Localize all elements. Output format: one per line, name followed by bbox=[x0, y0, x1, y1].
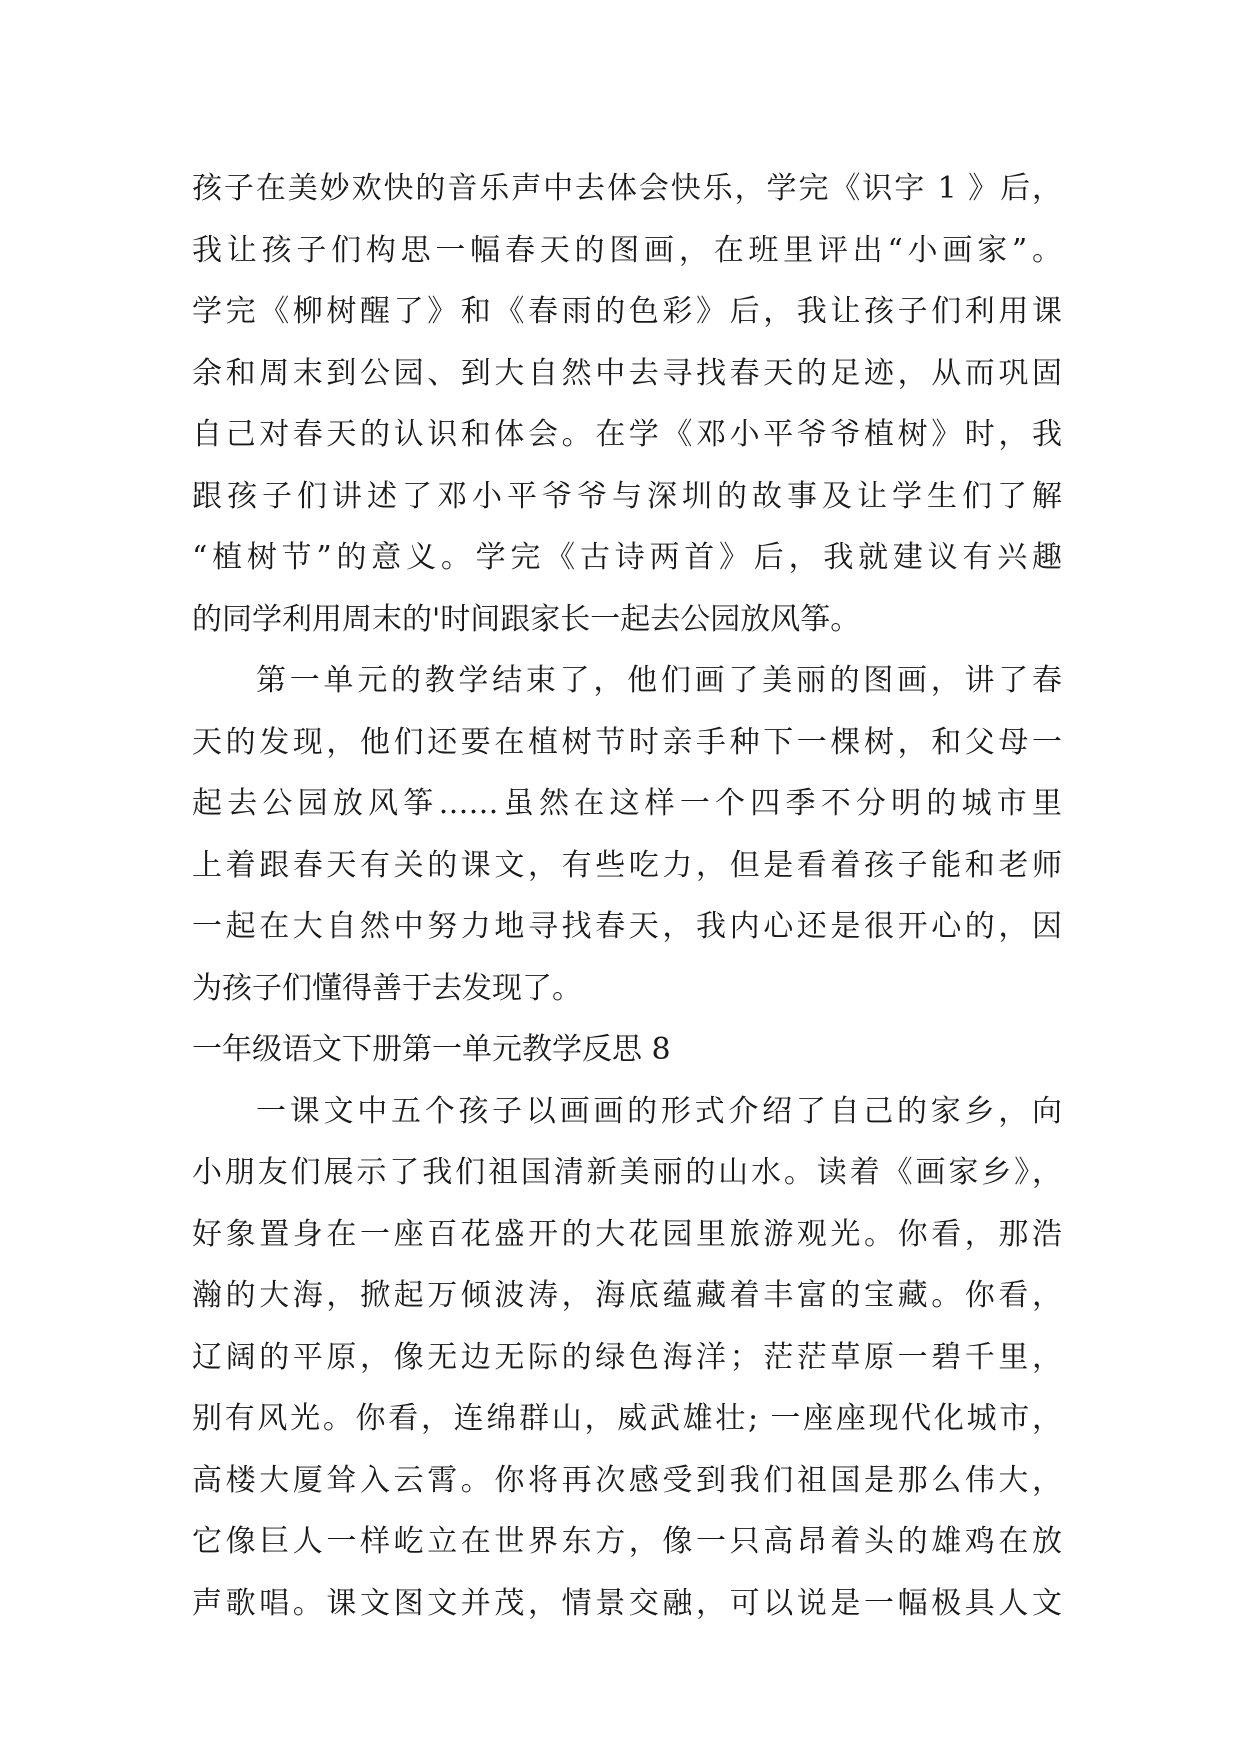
text-line: 小朋友们展示了我们祖国清新美丽的山水。读着《画家乡》， bbox=[192, 1155, 1062, 1190]
text-line: 它像巨人一样屹立在世界东方，像一只高昂着头的雄鸡在放 bbox=[192, 1524, 1062, 1559]
text-line: 上着跟春天有关的课文，有些吃力，但是看着孩子能和老师 bbox=[192, 847, 1062, 883]
text-line: 好象置身在一座百花盛开的大花园里旅游观光。你看，那浩 bbox=[192, 1216, 1062, 1252]
text-line: 高楼大厦耸入云霄。你将再次感受到我们祖国是那么伟大， bbox=[192, 1462, 1062, 1498]
text-line: 一起在大自然中努力地寻找春天，我内心还是很开心的，因 bbox=[192, 909, 1062, 944]
text-line: 辽阔的平原，像无边无际的绿色海洋；茫茫草原一碧千里， bbox=[192, 1339, 1062, 1375]
text-line: 起去公园放风筝……虽然在这样一个四季不分明的城市里 bbox=[192, 786, 1062, 821]
heading-text: 一年级语文下册第一单元教学反思 8 bbox=[192, 1032, 671, 1067]
text-line: 别有风光。你看，连绵群山，威武雄壮; 一座座现代化城市， bbox=[192, 1401, 1062, 1436]
paragraph-1 bbox=[192, 158, 1062, 650]
paragraph-3 bbox=[192, 1081, 1062, 1635]
text-line: 瀚的大海，掀起万倾波涛，海底蕴藏着丰富的宝藏。你看， bbox=[192, 1278, 1062, 1313]
text-line: 学完《柳树醒了》和《春雨的色彩》后，我让孩子们利用课 bbox=[192, 294, 1062, 329]
text-line: 为孩子们懂得善于去发现了。 bbox=[192, 970, 582, 1006]
section-heading bbox=[192, 1019, 1062, 1081]
document-body bbox=[192, 158, 1062, 1634]
text-line: 第一单元的教学结束了，他们画了美丽的图画，讲了春 bbox=[256, 663, 1062, 698]
text-line: 天的发现，他们还要在植树节时亲手种下一棵树，和父母一 bbox=[192, 724, 1062, 760]
text-line: 我让孩子们构思一幅春天的图画，在班里评出“小画家”。 bbox=[192, 232, 1062, 268]
text-line: 孩子在美妙欢快的音乐声中去体会快乐，学完《识字 1 》后， bbox=[192, 171, 1062, 206]
text-line: 声歌唱。课文图文并茂，情景交融，可以说是一幅极具人文 bbox=[192, 1585, 1062, 1621]
text-line: 的同学利用周末的'时间跟家长一起去公园放风筝。 bbox=[192, 601, 861, 637]
text-line: 一课文中五个孩子以画画的形式介绍了自己的家乡，向 bbox=[256, 1093, 1062, 1129]
text-line: 自己对春天的认识和体会。在学《邓小平爷爷植树》时，我 bbox=[192, 417, 1062, 452]
text-line: 跟孩子们讲述了邓小平爷爷与深圳的故事及让学生们了解 bbox=[192, 478, 1062, 514]
text-line: “植树节”的意义。学完《古诗两首》后，我就建议有兴趣 bbox=[192, 540, 1062, 575]
paragraph-2 bbox=[192, 650, 1062, 1019]
text-line: 余和周末到公园、到大自然中去寻找春天的足迹，从而巩固 bbox=[192, 355, 1062, 391]
